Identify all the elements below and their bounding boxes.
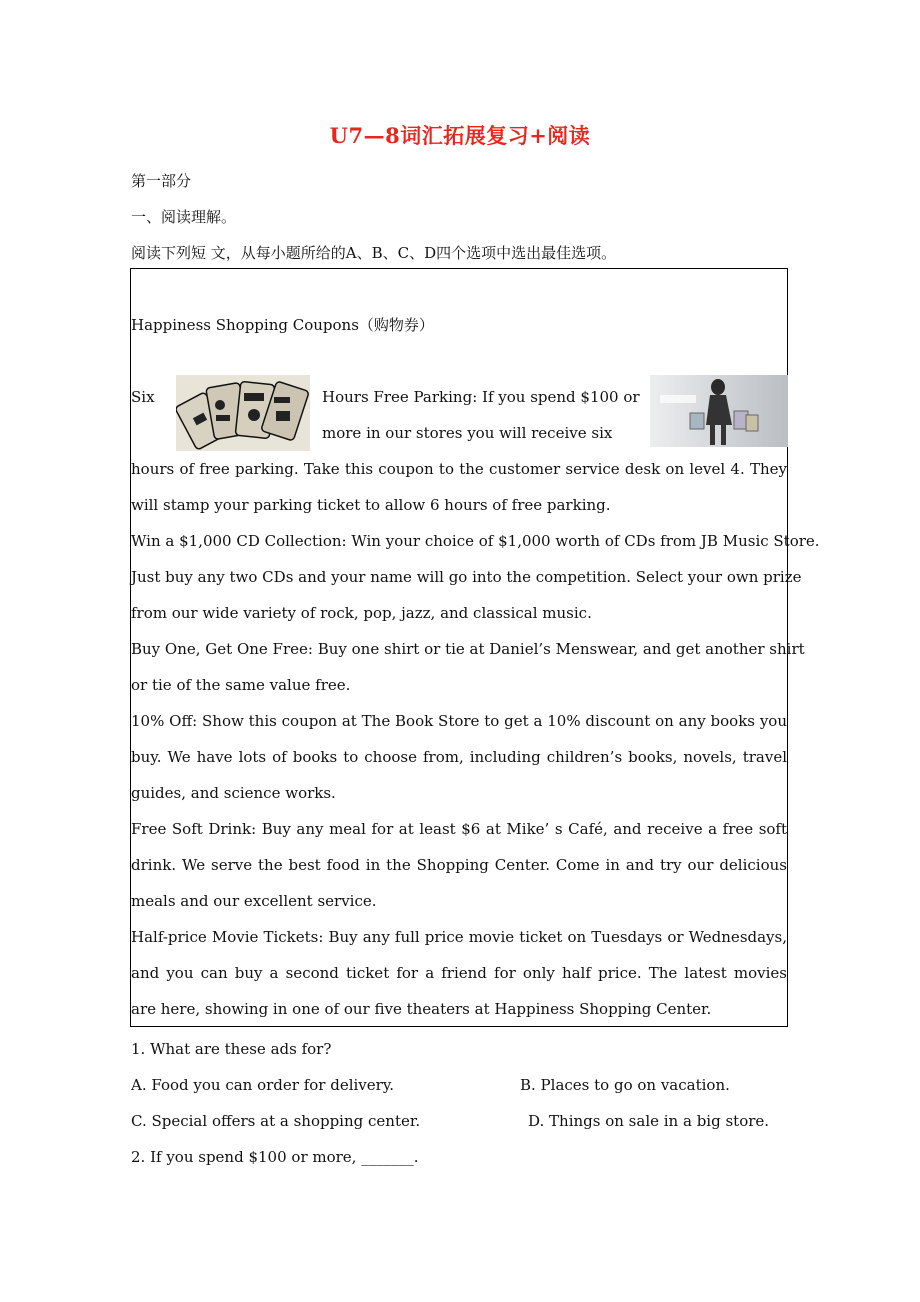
question-1-option-d: D. Things on sale in a big store. [528, 1112, 770, 1130]
parking-line2: more in our stores you will receive six [322, 424, 613, 442]
page-title: U7—8词汇拓展复习+阅读 [329, 123, 591, 148]
section-heading: 一、阅读理解。 [131, 208, 237, 226]
passage-line: buy. We have lots of books to choose from, including children’s books, novels, travel [131, 748, 787, 766]
passage-line: guides, and science works. [131, 784, 336, 802]
question-1-option-a: A. Food you can order for delivery. [131, 1076, 395, 1094]
parking-line1-right: Hours Free Parking: If you spend $100 or [322, 388, 640, 406]
passage-line: Buy One, Get One Free: Buy one shirt or tie at Daniel’s Menswear, and get another shirt [131, 640, 805, 658]
question-1-stem: 1. What are these ads for? [131, 1040, 332, 1058]
passage-line: meals and our excellent service. [131, 892, 377, 910]
instruction-text: 阅读下列短 文，从每小题所给的A、B、C、D四个选项中选出最佳选项。 [131, 244, 617, 262]
passage-line: 10% Off: Show this coupon at The Book Store to get a 10% discount on any books you [131, 712, 787, 730]
part-label: 第一部分 [131, 172, 192, 190]
passage-line: Free Soft Drink: Buy any meal for at least $6 at Mike’ s Café, and receive a free soft [131, 820, 787, 838]
passage-line: and you can buy a second ticket for a friend for only half price. The latest movies [131, 964, 787, 982]
passage-line: Half-price Movie Tickets: Buy any full price movie ticket on Tuesdays or Wednesdays, [131, 928, 787, 946]
passage-line: will stamp your parking ticket to allow 6 hours of free parking. [131, 496, 611, 514]
passage-line: are here, showing in one of our five theaters at Happiness Shopping Center. [131, 1000, 712, 1018]
question-1-option-b: B. Places to go on vacation. [520, 1076, 730, 1094]
question-1-option-c: C. Special offers at a shopping center. [131, 1112, 421, 1130]
shopping-girl-image [650, 375, 788, 447]
passage-line: drink. We serve the best food in the Shopping Center. Come in and try our delicious [131, 856, 787, 874]
passage-line: Just buy any two CDs and your name will go into the competition. Select your own prize [131, 568, 802, 586]
coupon-cards-image [176, 375, 310, 451]
passage-line: hours of free parking. Take this coupon to the customer service desk on level 4. They [131, 460, 787, 478]
passage-line: Win a $1,000 CD Collection: Win your choice of $1,000 worth of CDs from JB Music Store. [131, 532, 820, 550]
parking-line1-left: Six [131, 388, 155, 406]
passage-line: from our wide variety of rock, pop, jazz, and classical music. [131, 604, 592, 622]
passage-line: or tie of the same value free. [131, 676, 351, 694]
passage-box [130, 268, 820, 1027]
question-2-stem: 2. If you spend $100 or more, _______. [131, 1148, 419, 1166]
passage-heading: Happiness Shopping Coupons（购物券） [131, 316, 434, 334]
